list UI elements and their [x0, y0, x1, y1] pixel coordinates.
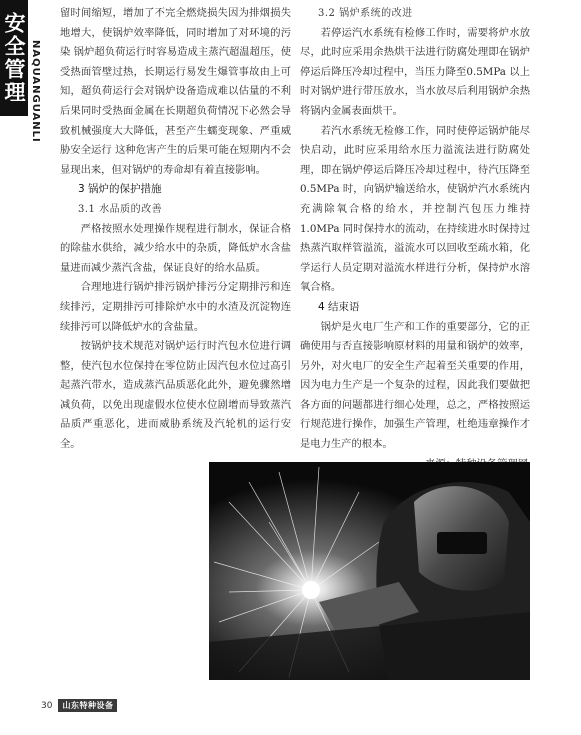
paragraph: 若停运汽水系统有检修工作时，需要将炉水放尽，此时应采用余热烘干法进行防腐处理即在锅炉停运后降压冷却过程中，当压力降至0.5MPa 以上时对锅炉进行带压放水，当水放尽后利用锅炉余热将锅内金属表面烘干。 — [300, 26, 530, 117]
left-column — [60, 4, 291, 455]
paragraph: 按锅炉技术规范对锅炉运行时汽包水位进行调整，使汽包水位保持在零位防止因汽包水位过高引起蒸汽带水，造成蒸汽品质恶化此外，避免骤然增减负荷，以免出现虚假水位使水位剧增而导致蒸汽品质严重恶化，进而威胁系统及汽轮机的运行安全。 — [60, 340, 291, 451]
magazine-name: 山东特种设备 — [58, 699, 117, 712]
paragraph: 合理地进行锅炉排污锅炉排污分定期排污和连续排污，定期排污可排除炉水中的水渣及沉淀物连续排污可以降低炉水的含盐量。 — [60, 281, 291, 333]
section-heading: 4 结束语 — [318, 300, 360, 313]
section-tab: 安全管理 — [0, 0, 28, 116]
paragraph: 严格按照水处理操作规程进行制水，保证合格的除盐水供给，减少给水中的杂质，降低炉水含盐量进而减少蒸汽含盐，保证良好的给水品质。 — [60, 222, 291, 274]
paragraph: 若汽水系统无检修工作，同时使停运锅炉能尽快启动，此时应采用给水压力溢流法进行防腐处理，即在锅炉停运后降压冷却过程中，待汽压降至 0.5MPa 时，向锅炉输送给水，使锅炉汽水系统内充满除氧合格的给水，并控制汽包压力维持 1.0MPa 同时保持水的流动，在持续进水时保持过热蒸汽取样管溢流，溢流水可以回收至疏水箱，化学运行人员定期对溢流水样进行分析，保持炉水溶氧合格。 — [300, 124, 530, 294]
welding-photo — [209, 462, 530, 680]
section-pinyin: NAQUANGUANLI — [30, 40, 41, 143]
subsection-heading: 3.2 锅炉系统的改进 — [318, 8, 413, 19]
page-footer — [41, 699, 117, 712]
page-number: 30 — [41, 700, 53, 711]
right-column — [300, 4, 530, 474]
section-heading: 3 锅炉的保护措施 — [78, 183, 162, 196]
paragraph: 锅炉是火电厂生产和工作的重要部分，它的正确使用与否直接影响原材料的用量和锅炉的效率，另外，对火电厂的安全生产起着至关重要的作用，因为电力生产是一个复杂的过程，因此我们要做把各方面的问题都进行细心处理，总之，严格按照运行规范进行操作，加强生产管理，杜绝违章操作才是电力生产的根本。 — [300, 320, 530, 451]
paragraph: 留时间缩短，增加了不完全燃烧损失因为排烟损失地增大，使锅炉效率降低，同时增加了对环境的污染 锅炉超负荷运行时容易造成主蒸汽超温超压，使受热面管壁过热，长期运行易发生爆管事故由上可知，超负荷运行会对锅炉设备造成难以估量的不利后果同时受热面金属在长期超负荷情况下必然会导致机械强度大大降低，甚至产生蠕变现象、严重威胁安全运行 这种危害产生的后果可能在短期内不会显现出来，但对锅炉的寿命却有着直接影响。 — [60, 7, 291, 176]
subsection-heading: 3.1 水品质的改善 — [78, 203, 163, 215]
